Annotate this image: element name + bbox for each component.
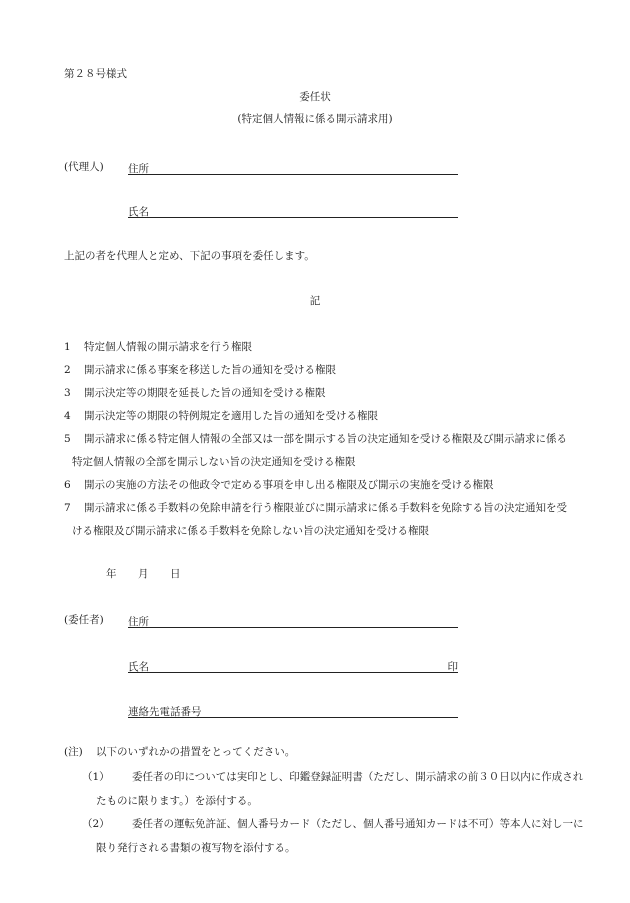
list-item	[64, 336, 584, 359]
item-text: 開示の実施の方法その他政令で定める事項を申し出る権限及び開示の実施を受ける権限	[84, 479, 494, 491]
item-number: 7	[64, 502, 71, 514]
note-item-text: 委任者の運転免許証、個人番号カード（ただし、個人番号通知カードは不可）等本人に対し一に	[132, 818, 584, 830]
list-item	[64, 497, 584, 520]
agent-address-label: 住所	[128, 162, 149, 175]
principal-address-label: 住所	[128, 615, 149, 628]
list-item	[64, 474, 584, 497]
item-continuation: ける権限及び開示請求に係る手数料を免除しない旨の決定通知を受ける権限	[72, 525, 429, 537]
document-subtitle: (特定個人情報に係る開示請求用)	[237, 113, 393, 125]
principal-address-field[interactable]	[128, 613, 458, 628]
item-text: 開示請求に係る事案を移送した旨の通知を受ける権限	[84, 364, 336, 376]
ki-heading: 記	[309, 295, 321, 307]
item-continuation: 特定個人情報の全部を開示しない旨の決定通知を受ける権限	[72, 456, 356, 468]
item-number: 2	[64, 364, 71, 376]
principal-phone-field[interactable]	[128, 703, 458, 718]
principal-label: (委任者)	[64, 614, 104, 626]
item-number: 5	[64, 433, 71, 445]
list-item	[64, 359, 584, 382]
date-month-label: 月	[138, 568, 149, 580]
item-number: 1	[64, 341, 71, 353]
delegation-statement: 上記の者を代理人と定め、下記の事項を委任します。	[64, 250, 315, 262]
principal-name-field[interactable]	[128, 658, 458, 673]
item-text: 開示決定等の期限の特例規定を適用した旨の通知を受ける権限	[84, 410, 378, 422]
date-year-label: 年	[106, 568, 117, 580]
note-label: (注)	[64, 746, 83, 758]
seal-mark: 印	[447, 660, 458, 673]
agent-name-label: 氏名	[128, 205, 149, 218]
note-item-continuation: たものに限ります。）を添付する。	[96, 795, 258, 807]
agent-label: (代理人)	[64, 161, 104, 173]
principal-name-label: 氏名	[128, 660, 149, 673]
document-title: 委任状	[299, 91, 331, 103]
agent-name-field[interactable]	[128, 203, 458, 218]
list-item	[64, 405, 584, 428]
note-intro: 以下のいずれかの措置をとってください。	[96, 746, 296, 758]
item-number: 6	[64, 479, 71, 491]
date-day-label: 日	[170, 568, 181, 580]
form-number: 第２８号様式	[64, 68, 127, 80]
list-item	[64, 382, 584, 405]
item-number: 3	[64, 387, 71, 399]
agent-address-field[interactable]	[128, 160, 458, 175]
note-item-number: （2）	[82, 818, 110, 830]
principal-phone-label: 連絡先電話番号	[128, 705, 202, 718]
item-number: 4	[64, 410, 71, 422]
item-text: 特定個人情報の開示請求を行う権限	[84, 341, 252, 353]
note-item-continuation: 限り発行される書類の複写物を添付する。	[96, 842, 296, 854]
note-item-text: 委任者の印については実印とし、印鑑登録証明書（ただし、開示請求の前３０日以内に作成され	[132, 771, 584, 783]
item-text: 開示請求に係る手数料の免除申請を行う権限並びに開示請求に係る手数料を免除する旨の決定通知を受	[84, 502, 567, 514]
note-item-number: （1）	[82, 771, 110, 783]
item-text: 開示請求に係る特定個人情報の全部又は一部を開示する旨の決定通知を受ける権限及び開示請求に係る	[84, 433, 567, 445]
list-item	[64, 428, 584, 451]
item-text: 開示決定等の期限を延長した旨の通知を受ける権限	[84, 387, 326, 399]
